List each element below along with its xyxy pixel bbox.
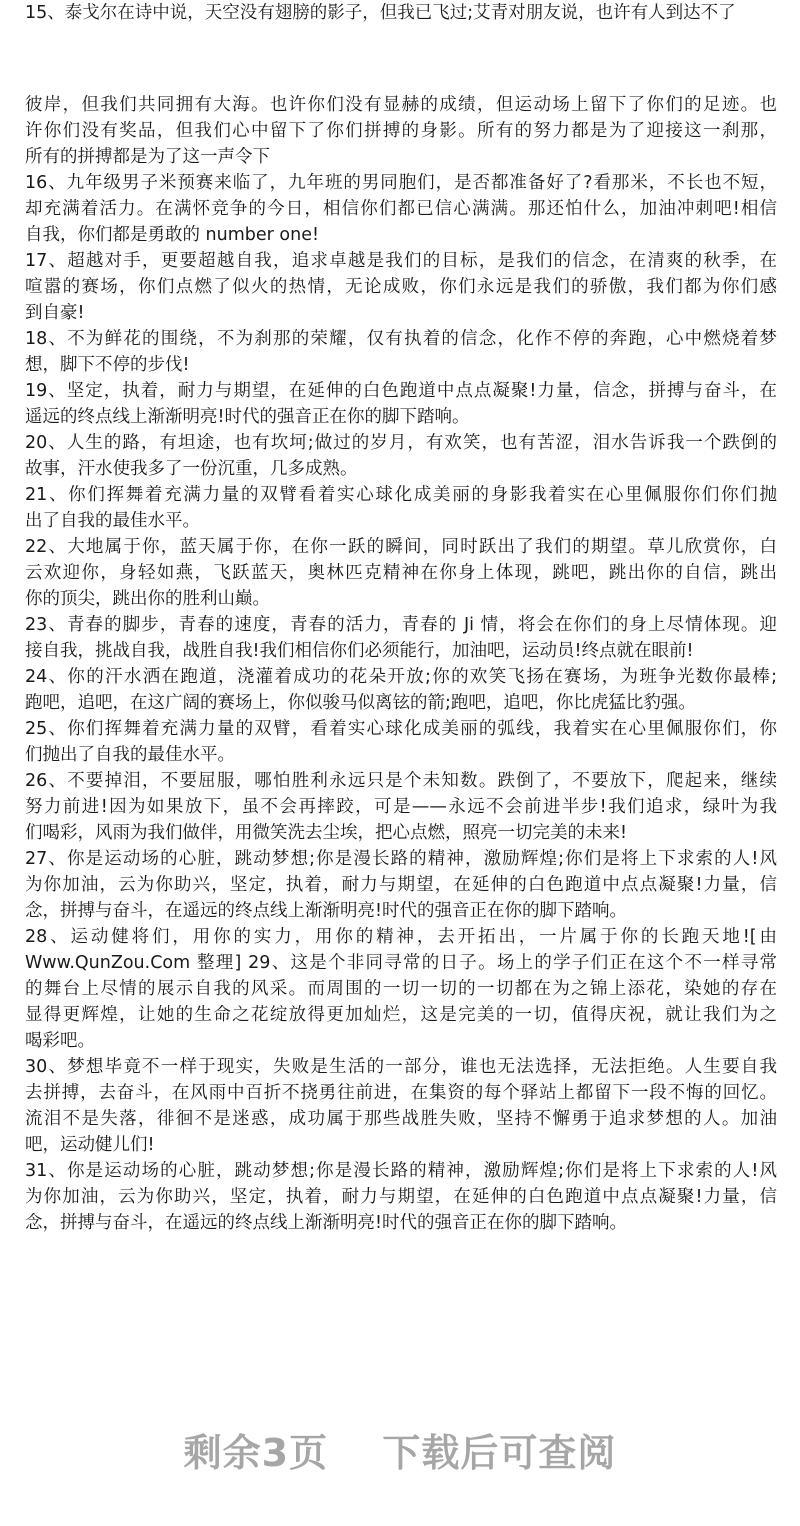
download-prompt[interactable] [0, 1422, 800, 1477]
paragraph [25, 170, 777, 248]
text-line: 的舞台上尽情的展示自我的风采。而周围的一切一切的一切都在为之锦上添花，染她的存在 [25, 979, 777, 999]
text-line: 26、不要掉泪，不要屈服，哪怕胜利永远只是个未知数。跌倒了，不要放下，爬起来，继续 [25, 771, 777, 791]
text-line: 自我，你们都是勇敢的 number one! [25, 225, 320, 245]
text-line: 28、运动健将们，用你的实力，用你的精神，去开拓出，一片属于你的长跑天地![由 [25, 927, 777, 947]
document-body [25, 0, 777, 1236]
text-line: 努力前进!因为如果放下，虽不会再摔跤，可是——永远不会前进半步!我们追求，绿叶为我 [25, 797, 777, 817]
text-line: 21、你们挥舞着充满力量的双臂看着实心球化成美丽的身影我着实在心里佩服你们你们抛 [25, 485, 777, 505]
text-line: 念，拼搏与奋斗，在遥远的终点线上渐渐明亮!时代的强音正在你的脚下踏响。 [25, 901, 628, 921]
text-line: 出了自我的最佳水平。 [25, 511, 200, 531]
text-line: 19、坚定，执着，耐力与期望，在延伸的白色跑道中点点凝聚!力量，信念，拼搏与奋斗，在 [25, 381, 777, 401]
text-line: 念，拼搏与奋斗，在遥远的终点线上渐渐明亮!时代的强音正在你的脚下踏响。 [25, 1213, 628, 1233]
text-line: 显得更辉煌，让她的生命之花绽放得更加灿烂，这是完美的一切，值得庆祝，就让我们为之 [25, 1005, 777, 1025]
text-line: 喝彩吧。 [25, 1031, 95, 1051]
text-line: 15、泰戈尔在诗中说，天空没有翅膀的影子，但我已飞过;艾青对朋友说，也许有人到达不了 [25, 3, 736, 23]
text-line: 为你加油，云为你助兴，坚定，执着，耐力与期望，在延伸的白色跑道中点点凝聚!力量，信 [25, 875, 777, 895]
paragraph [25, 430, 777, 482]
paragraph [25, 716, 777, 768]
paragraph [25, 534, 777, 612]
paragraph [25, 0, 777, 26]
text-line: 云欢迎你，身轻如燕，飞跃蓝天，奥林匹克精神在你身上体现，跳吧，跳出你的自信，跳出 [25, 563, 777, 583]
text-line: 17、超越对手，更要超越自我，追求卓越是我们的目标，是我们的信念，在清爽的秋季，在 [25, 251, 777, 271]
text-line: 彼岸，但我们共同拥有大海。也许你们没有显赫的成绩，但运动场上留下了你们的足迹。也 [25, 95, 777, 115]
paragraph [25, 378, 777, 430]
paragraph [25, 924, 777, 1054]
text-line: 24、你的汗水洒在跑道，浇灌着成功的花朵开放;你的欢笑飞扬在赛场，为班争光数你最棒; [25, 667, 777, 687]
paragraph [25, 1054, 777, 1158]
text-line: 们喝彩，风雨为我们做伴，用微笑洗去尘埃，把心点燃，照亮一切完美的未来! [25, 823, 628, 843]
text-line: 20、人生的路，有坦途，也有坎坷;做过的岁月，有欢笑，也有苦涩，泪水告诉我一个跌倒的 [25, 433, 777, 453]
text-line: 接自我，挑战自我，战胜自我!我们相信你们必须能行，加油吧，运动员!终点就在眼前! [25, 641, 694, 661]
text-line: 30、梦想毕竟不一样于现实，失败是生活的一部分，谁也无法选择，无法拒绝。人生要自我 [25, 1057, 777, 1077]
spacer [25, 26, 777, 92]
text-line: 想，脚下不停的步伐! [25, 355, 190, 375]
download-to-view-label: 下载后可查阅 [382, 1431, 617, 1475]
text-line: 去拼搏，去奋斗，在风雨中百折不挠勇往前进，在集资的每个驿站上都留下一段不悔的回忆。 [25, 1083, 777, 1103]
text-line: 22、大地属于你，蓝天属于你，在你一跃的瞬间，同时跃出了我们的期望。草儿欣赏你，白 [25, 537, 777, 557]
paragraph [25, 482, 777, 534]
text-line: 遥远的终点线上渐渐明亮!时代的强音正在你的脚下踏响。 [25, 407, 470, 427]
text-line: 故事，汗水使我多了一份沉重，几多成熟。 [25, 459, 358, 479]
paragraph [25, 846, 777, 924]
paragraph [25, 248, 777, 326]
text-line: 31、你是运动场的心脏，跳动梦想;你是漫长路的精神，激励辉煌;你们是将上下求索的人!风 [25, 1161, 777, 1181]
text-line: 流泪不是失落，徘徊不是迷惑，成功属于那些战胜失败，坚持不懈勇于追求梦想的人。加油 [25, 1109, 777, 1129]
text-line: 你的顶尖，跳出你的胜利山巅。 [25, 589, 270, 609]
text-line: 25、你们挥舞着充满力量的双臂，看着实心球化成美丽的弧线，我着实在心里佩服你们，你 [25, 719, 777, 739]
paragraph [25, 92, 777, 170]
text-line: 喧嚣的赛场，你们点燃了似火的热情，无论成败，你们永远是我们的骄傲，我们都为你们感 [25, 277, 777, 297]
text-line: 吧，运动健儿们! [25, 1135, 155, 1155]
text-line: 为你加油，云为你助兴，坚定，执着，耐力与期望，在延伸的白色跑道中点点凝聚!力量，信 [25, 1187, 777, 1207]
text-line: 跑吧，追吧，在这广阔的赛场上，你似骏马似离铉的箭;跑吧，追吧，你比虎猛比豹强。 [25, 693, 696, 713]
text-line: 却充满着活力。在满怀竞争的今日，相信你们都已信心满满。那还怕什么，加油冲刺吧!相信 [25, 199, 777, 219]
paragraph [25, 664, 777, 716]
paragraph [25, 1158, 777, 1236]
text-line: 27、你是运动场的心脏，跳动梦想;你是漫长路的精神，激励辉煌;你们是将上下求索的人!风 [25, 849, 777, 869]
text-line: 许你们没有奖品，但我们心中留下了你们拼搏的身影。所有的努力都是为了迎接这一刹那， [25, 121, 777, 141]
text-line: 16、九年级男子米预赛来临了，九年班的男同胞们，是否都准备好了?看那米，不长也不短， [25, 173, 777, 193]
paragraph [25, 768, 777, 846]
text-line: 23、青春的脚步，青春的速度，青春的活力，青春的 Ji 情，将会在你们的身上尽情体现。迎 [25, 615, 777, 635]
paragraph [25, 612, 777, 664]
text-line: 们抛出了自我的最佳水平。 [25, 745, 235, 765]
text-line: Www.QunZou.Com 整理] 29、这是个非同寻常的日子。场上的学子们正在这个不一样寻常 [25, 953, 777, 973]
text-line: 18、不为鲜花的围绕，不为刹那的荣耀，仅有执着的信念，化作不停的奔跑，心中燃烧着梦 [25, 329, 777, 349]
paragraph [25, 326, 777, 378]
text-line: 到自豪! [25, 303, 85, 323]
text-line: 所有的拼搏都是为了这一声令下 [25, 147, 270, 167]
remaining-pages-label: 剩余3页 [183, 1431, 329, 1475]
